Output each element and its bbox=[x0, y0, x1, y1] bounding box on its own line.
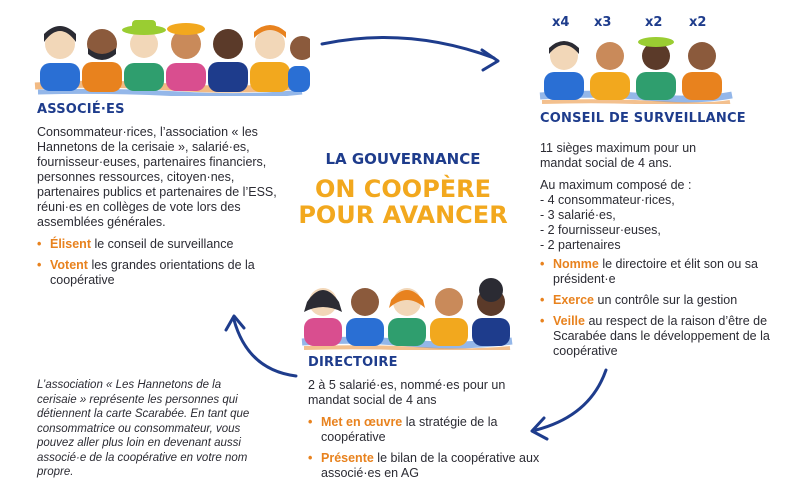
bullet-verb: Exerce bbox=[553, 293, 595, 307]
bullet-icon: • bbox=[37, 237, 42, 251]
associes-section bbox=[37, 125, 279, 294]
bullet-text: les grandes orientations de la coopérative bbox=[50, 258, 255, 287]
list-item bbox=[37, 237, 279, 252]
composition-intro: Au maximum composé de : bbox=[540, 178, 692, 192]
bullet-verb: Élisent bbox=[50, 237, 91, 251]
list-item bbox=[540, 257, 776, 287]
bullet-icon: • bbox=[308, 451, 313, 465]
bullet-text: le directoire et élit son ou sa président·e bbox=[553, 257, 758, 286]
list-item bbox=[540, 314, 776, 359]
bullet-icon: • bbox=[540, 293, 545, 307]
list-item bbox=[37, 258, 279, 288]
center-title-line1: LA GOUVERNANCE bbox=[325, 150, 481, 168]
bullet-verb: Veille bbox=[553, 314, 585, 328]
directoire-section bbox=[308, 378, 544, 487]
bullet-text: au respect de la raison d’être de Scarabée dans le développement de la coopérative bbox=[553, 314, 770, 358]
multiplier-label: x4 bbox=[552, 15, 570, 30]
bullet-verb: Votent bbox=[50, 258, 88, 272]
bullet-icon: • bbox=[37, 258, 42, 272]
list-item bbox=[540, 293, 776, 308]
bullet-text: la stratégie de la coopérative bbox=[321, 415, 498, 444]
conseil-heading: CONSEIL DE SURVEILLANCE bbox=[540, 111, 746, 126]
multiplier-label: x2 bbox=[645, 15, 663, 30]
bullet-text: le bilan de la coopérative aux associé·es en AG bbox=[321, 451, 540, 480]
associes-heading: ASSOCIÉ·ES bbox=[37, 102, 125, 117]
conseil-group-illustration bbox=[536, 32, 736, 104]
bullet-verb: Présente bbox=[321, 451, 374, 465]
association-note: L’association « Les Hannetons de la cerisaie » représente les personnes qui détiennent la carte Scarabée. En tant que consommatrice ou consommateur, vous pouvez aller plus loin en devenant aussi associé·e de la coopérative en votre nom propre. bbox=[37, 379, 250, 478]
arrow-directoire-to-associes bbox=[222, 306, 302, 386]
composition-item: - 2 partenaires bbox=[540, 238, 621, 252]
center-title bbox=[298, 150, 508, 228]
directoire-group-illustration bbox=[298, 272, 516, 350]
multiplier-label: x3 bbox=[594, 15, 612, 30]
bullet-text: un contrôle sur la gestion bbox=[594, 293, 738, 307]
composition-item: - 4 consommateur·rices, bbox=[540, 193, 675, 207]
composition-item: - 3 salarié·es, bbox=[540, 208, 616, 222]
list-item bbox=[308, 415, 544, 445]
multiplier-label: x2 bbox=[689, 15, 707, 30]
bullet-icon: • bbox=[540, 257, 545, 271]
arrow-associes-to-conseil bbox=[318, 30, 518, 86]
bullet-icon: • bbox=[308, 415, 313, 429]
center-title-line3: POUR AVANCER bbox=[298, 201, 508, 229]
directoire-description: 2 à 5 salarié·es, nommé·es pour un mandat social de 4 ans bbox=[308, 378, 506, 407]
conseil-seats: 11 sièges maximum pour un mandat social de 4 ans. bbox=[540, 141, 697, 170]
bullet-icon: • bbox=[540, 314, 545, 328]
conseil-composition bbox=[540, 178, 776, 253]
center-title-line2: ON COOPÈRE bbox=[314, 175, 492, 203]
associes-group-illustration bbox=[30, 8, 310, 96]
conseil-section bbox=[540, 141, 776, 365]
list-item bbox=[308, 451, 544, 481]
directoire-heading: DIRECTOIRE bbox=[308, 355, 398, 370]
composition-item: - 2 fournisseur·euses, bbox=[540, 223, 661, 237]
bullet-verb: Nomme bbox=[553, 257, 599, 271]
associes-description: Consommateur·rices, l’association « les Hannetons de la cerisaie », salarié·es, fournisseur·euses, partenaires financiers, personnes ressources, citoyen·nes, partenaires publics et partenaires de l’ESS, réuni·es en collèges de vote lors des assemblées générales. bbox=[37, 125, 277, 229]
bullet-text: le conseil de surveillance bbox=[91, 237, 234, 251]
bullet-verb: Met en œuvre bbox=[321, 415, 403, 429]
